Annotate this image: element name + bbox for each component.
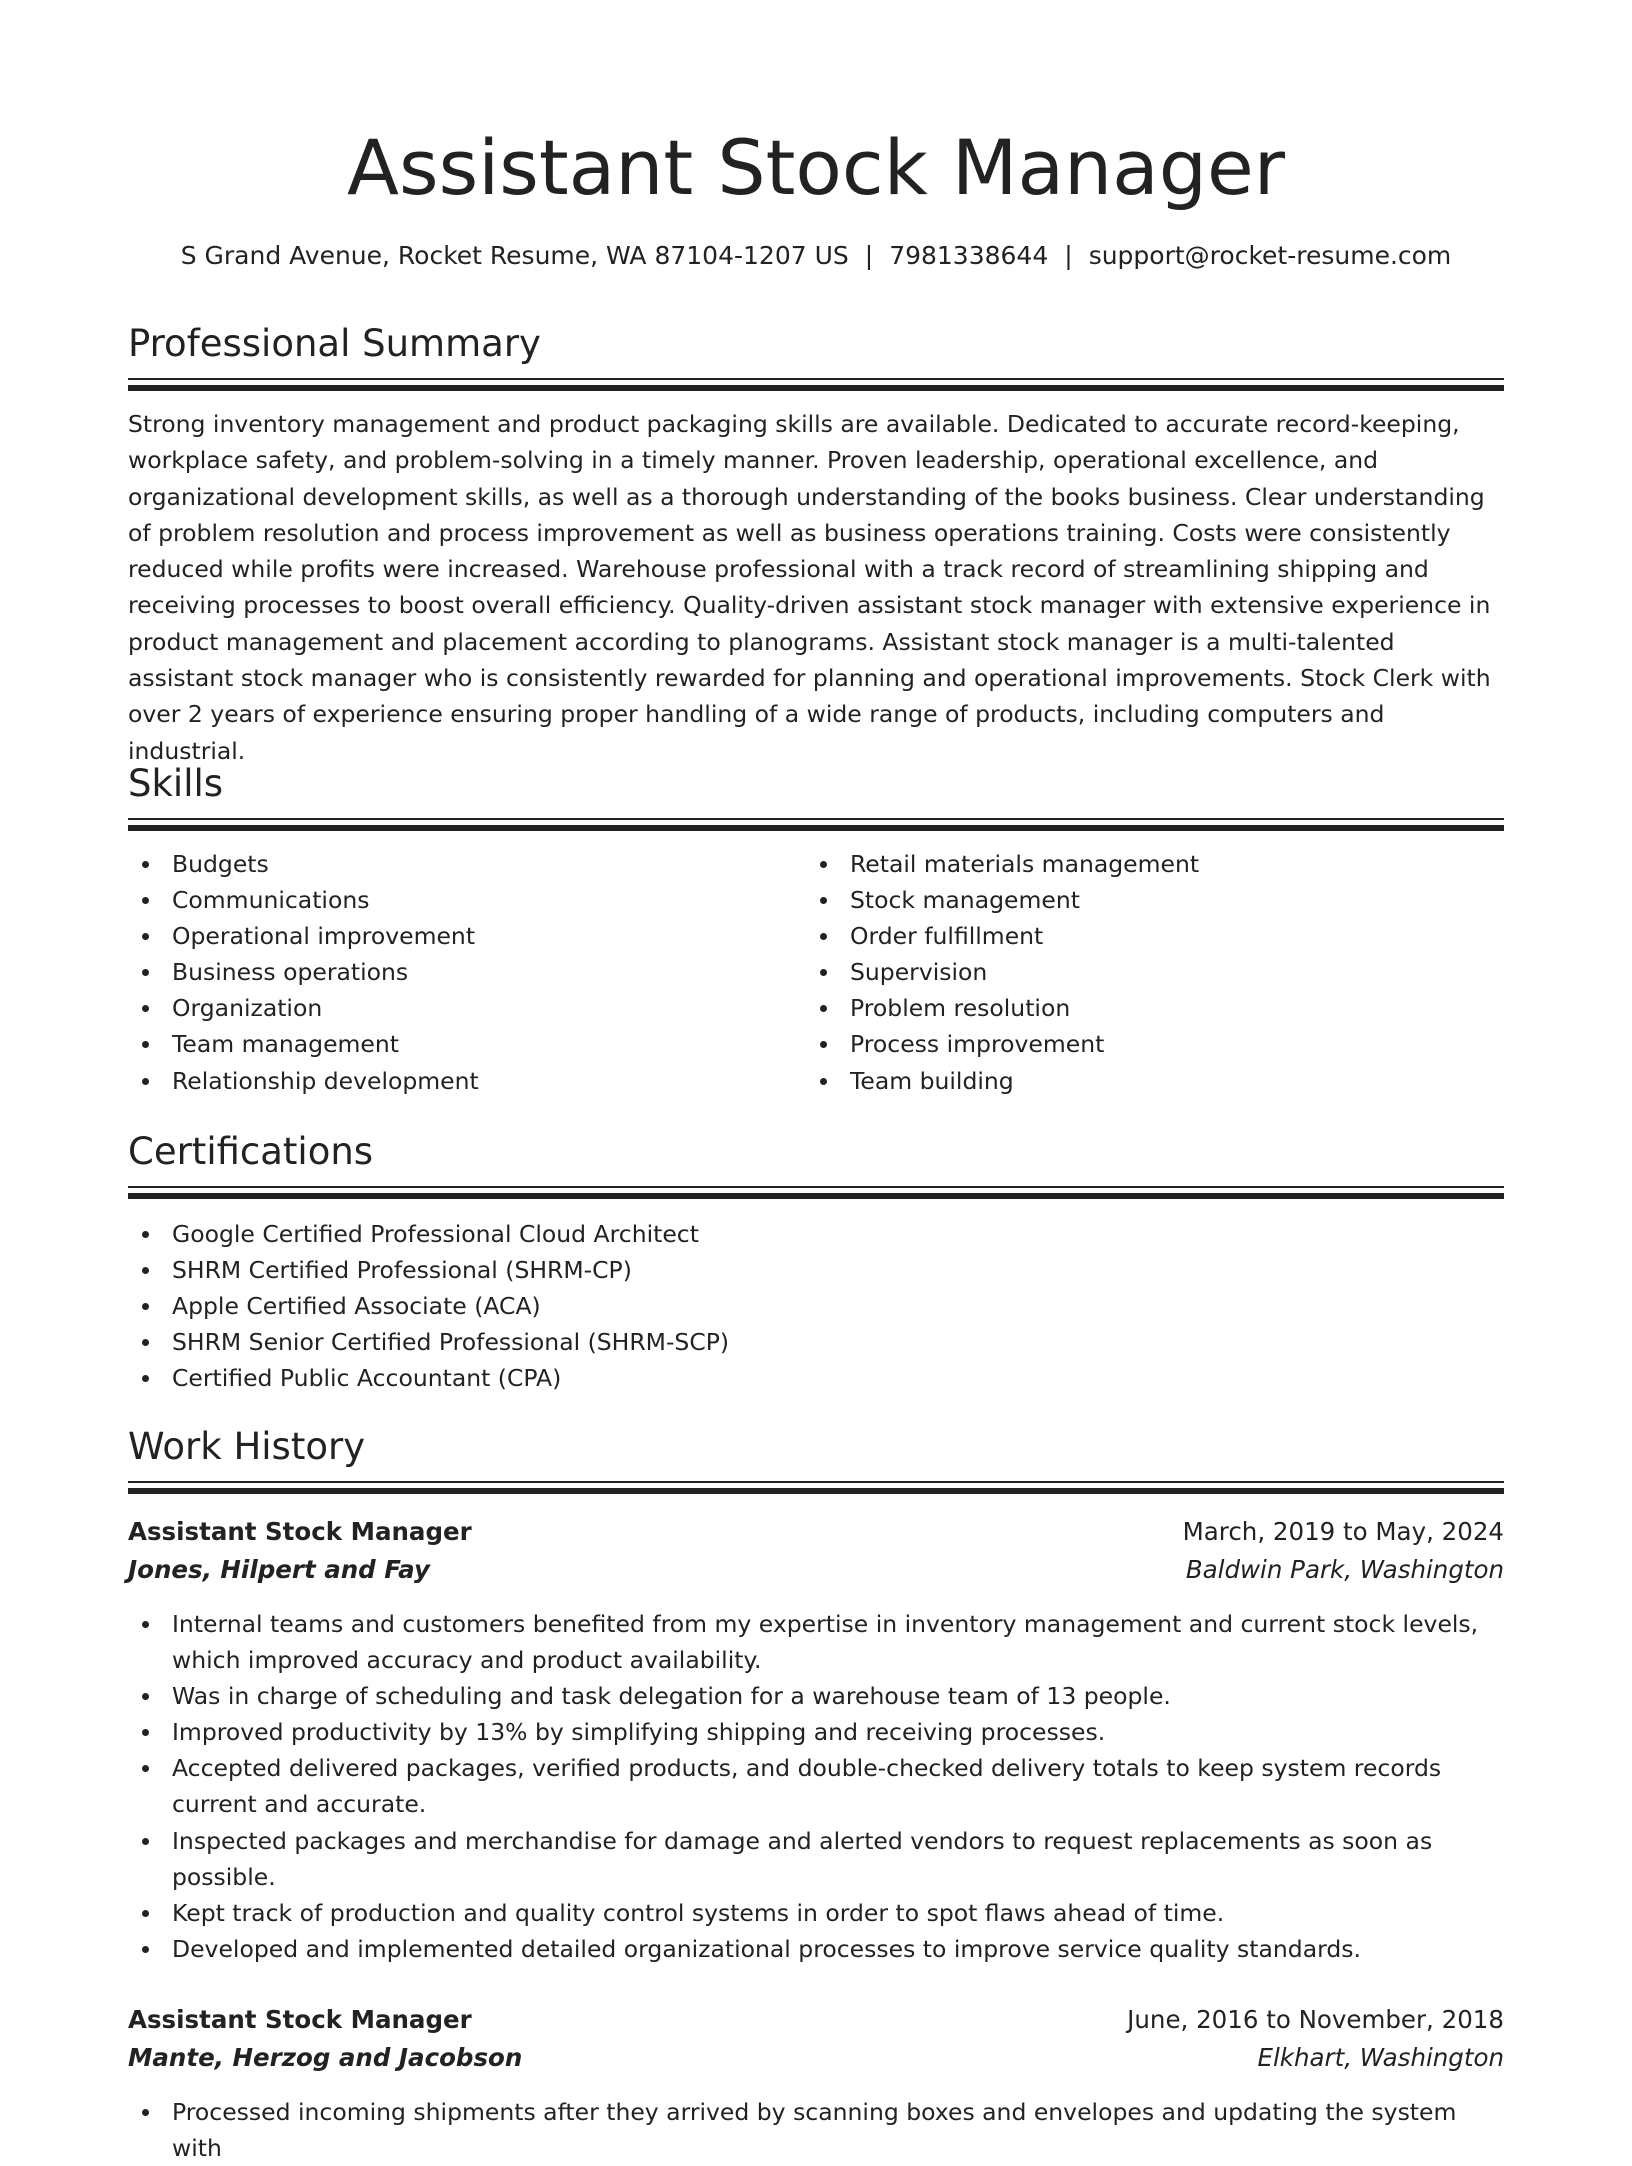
job-company: Mante, Herzog and Jacobson (128, 2043, 523, 2072)
skill-item: Process improvement (806, 1026, 1406, 1062)
job-company: Jones, Hilpert and Fay (128, 1555, 430, 1584)
certification-item: SHRM Certified Professional (SHRM-CP) (128, 1252, 1504, 1288)
skill-item: Budgets (128, 846, 728, 882)
job-bullets (128, 1606, 1504, 1967)
job-bullet: Processed incoming shipments after they arrived by scanning boxes and envelopes and updating the system with (128, 2094, 1504, 2166)
section-divider (128, 378, 1504, 390)
job-bullet: Kept track of production and quality control systems in order to spot flaws ahead of time. (128, 1895, 1504, 1931)
job-location: Elkhart, Washington (1257, 2043, 1504, 2072)
job-header (128, 1513, 1504, 1589)
section-title-work-history: Work History (128, 1425, 366, 1468)
contact-address: S Grand Avenue, Rocket Resume, WA 87104-1207 US (180, 241, 849, 270)
job-bullet: Improved productivity by 13% by simplifying shipping and receiving processes. (128, 1714, 1504, 1750)
contact-email[interactable]: support@rocket-resume.com (1088, 241, 1452, 270)
job-dates: March, 2019 to May, 2024 (1182, 1517, 1504, 1546)
job-bullets (128, 2094, 1504, 2166)
skill-item: Business operations (128, 954, 728, 990)
job-dates: June, 2016 to November, 2018 (1127, 2005, 1504, 2034)
job-header (128, 2001, 1504, 2077)
skill-item: Communications (128, 882, 728, 918)
resume-name: Assistant Stock Manager (346, 123, 1285, 212)
certifications-list (128, 1216, 1504, 1396)
summary-text: Strong inventory management and product packaging skills are available. Dedicated to accurate record-keeping, workplace safety, and problem-solving in a timely manner. Proven leadership, operational excellence, and organizational development skills, as well as a thorough understanding of the books business. Clear understanding of problem resolution and process improvement as well as business operations training. Costs were consistently reduced while profits were increased. Warehouse professional with a track record of streamlining shipping and receiving processes to boost overall efficiency. Quality-driven assistant stock manager with extensive experience in product management and placement according to planograms. Assistant stock manager is a multi-talented assistant stock manager who is consistently rewarded for planning and operational improvements. Stock Clerk with over 2 years of experience ensuring proper handling of a wide range of products, including computers and industrial. (128, 410, 1491, 765)
contact-separator: | (1064, 241, 1073, 270)
contact-separator: | (864, 241, 874, 270)
certification-item: Apple Certified Associate (ACA) (128, 1288, 1504, 1324)
section-title-certifications: Certifications (128, 1130, 374, 1173)
job-location: Baldwin Park, Washington (1185, 1555, 1504, 1584)
skills-list-left (128, 846, 728, 1099)
skill-item: Supervision (806, 954, 1406, 990)
job-bullet: Internal teams and customers benefited from my expertise in inventory management and current stock levels, which improved accuracy and product availability. (128, 1606, 1504, 1678)
job-bullet: Developed and implemented detailed organizational processes to improve service quality standards. (128, 1931, 1504, 1967)
section-title-summary: Professional Summary (128, 322, 541, 365)
job-bullet: Inspected packages and merchandise for damage and alerted vendors to request replacements as soon as possible. (128, 1823, 1504, 1895)
skill-item: Organization (128, 990, 728, 1026)
contact-line (128, 236, 1504, 276)
skill-item: Stock management (806, 882, 1406, 918)
section-divider (128, 1481, 1504, 1493)
skill-item: Relationship development (128, 1063, 728, 1099)
section-title-skills: Skills (128, 762, 224, 805)
certification-item: Certified Public Accountant (CPA) (128, 1360, 1504, 1396)
certification-item: Google Certified Professional Cloud Architect (128, 1216, 1504, 1252)
contact-phone: 7981338644 (889, 241, 1049, 270)
job-title: Assistant Stock Manager (128, 2005, 472, 2034)
job-bullet: Was in charge of scheduling and task delegation for a warehouse team of 13 people. (128, 1678, 1504, 1714)
skills-list-right (806, 846, 1406, 1099)
job-bullet: Accepted delivered packages, verified products, and double-checked delivery totals to keep system records current and accurate. (128, 1750, 1504, 1822)
certification-item: SHRM Senior Certified Professional (SHRM-SCP) (128, 1324, 1504, 1360)
skill-item: Retail materials management (806, 846, 1406, 882)
skill-item: Team management (128, 1026, 728, 1062)
job-title: Assistant Stock Manager (128, 1517, 472, 1546)
skill-item: Operational improvement (128, 918, 728, 954)
section-divider (128, 818, 1504, 830)
skill-item: Problem resolution (806, 990, 1406, 1026)
skill-item: Team building (806, 1063, 1406, 1099)
section-divider (128, 1186, 1504, 1198)
skill-item: Order fulfillment (806, 918, 1406, 954)
